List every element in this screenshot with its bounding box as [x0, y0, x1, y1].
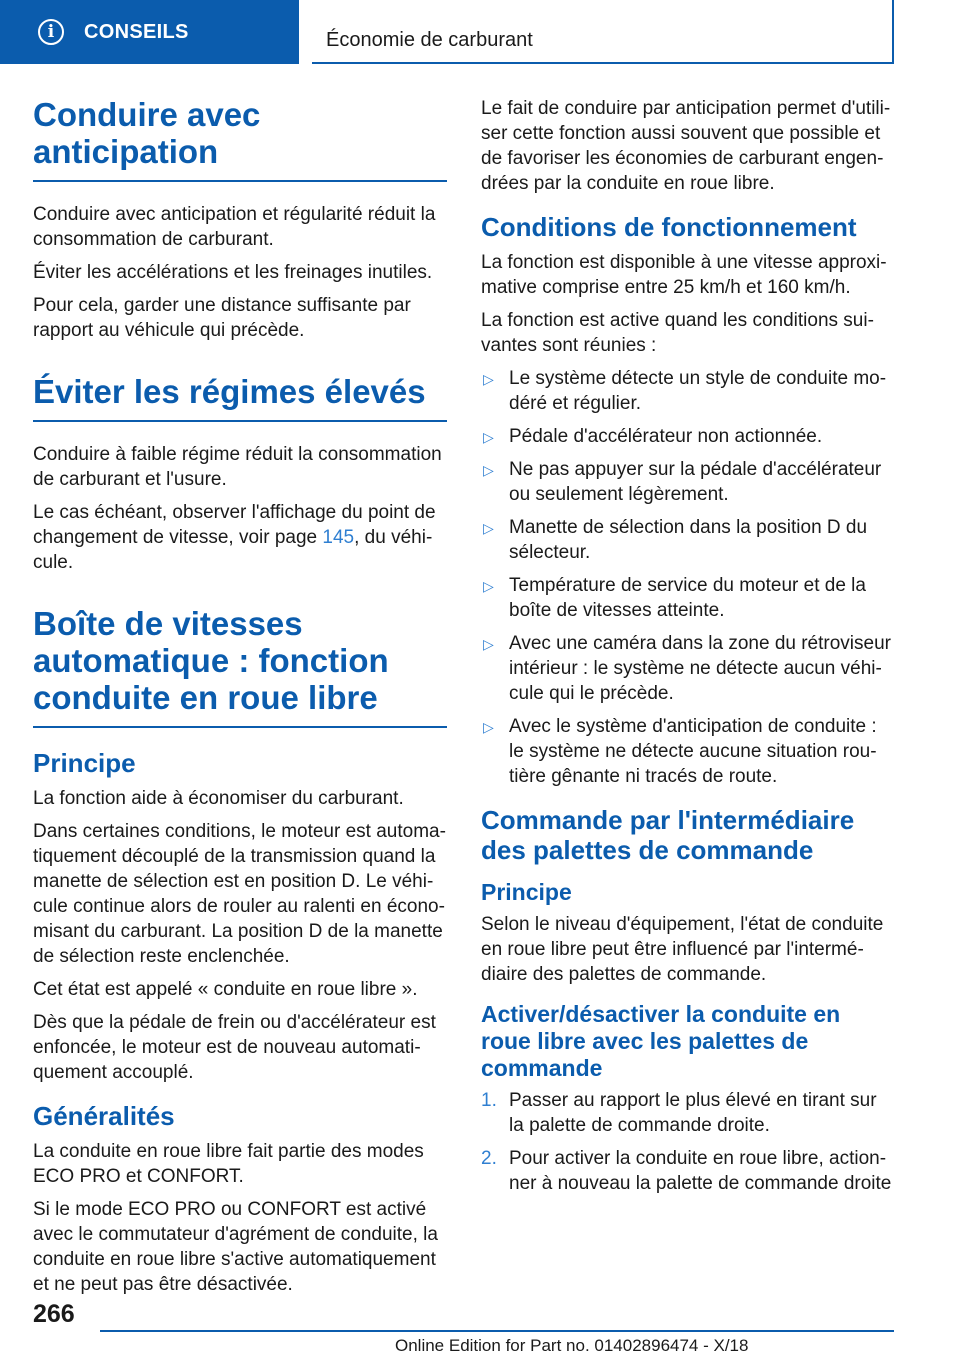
section-title-anticipation: Conduire avec anticipation: [33, 96, 447, 182]
step-number: 1.: [481, 1090, 497, 1111]
page-link[interactable]: 145: [322, 527, 355, 548]
step-number: 2.: [481, 1148, 497, 1169]
list-item-text: Pédale d'accélérateur non actionnée.: [509, 426, 823, 447]
triangle-bullet-icon: ▷: [483, 371, 494, 387]
paragraph: Dès que la pédale de frein ou d'accélérateur est enfoncée, le moteur est de nouveau automatiquement accouplé.: [33, 1012, 436, 1083]
paragraph: Conduire à faible régime réduit la consommation de carburant et l'usure.: [33, 444, 442, 490]
paragraph: Conduire avec anticipation et régularité réduit la consommation de carburant.: [33, 204, 436, 250]
footer-edition: Online Edition for Part no. 01402896474 - X/18: [395, 1336, 749, 1355]
step-item: [481, 1146, 895, 1196]
conditions-list: [481, 366, 895, 789]
triangle-bullet-icon: ▷: [483, 578, 494, 594]
list-item-text: Manette de sélection dans la position D du sélecteur.: [509, 517, 868, 563]
subsection-principe-commande: Principe: [481, 879, 572, 905]
paragraph: Si le mode ECO PRO ou CONFORT est activé avec le commutateur d'agrément de conduite, la conduite en roue libre s'active automatiquement et ne peut pas être désactivée.: [33, 1199, 438, 1295]
header-tab-conseils[interactable]: [0, 0, 299, 64]
section-title-boite: Boîte de vitesses automatique : fonction conduite en roue libre: [33, 605, 447, 728]
paragraph: Le fait de conduire par anticipation permet d'utiliser cette fonction aussi souvent que possible et de favoriser les économies de carburant engendrées par la conduite en roue libre.: [481, 98, 891, 194]
paragraph: Éviter les accélérations et les freinages inutiles.: [33, 262, 433, 283]
steps-list: [481, 1088, 895, 1196]
step-text: Pour activer la conduite en roue libre, actionner à nouveau la palette de commande droite: [509, 1148, 892, 1194]
footer-divider: [100, 1330, 894, 1332]
list-item: [481, 457, 895, 507]
list-item-text: Température de service du moteur et de la boîte de vitesses atteinte.: [509, 575, 866, 621]
triangle-bullet-icon: ▷: [483, 636, 494, 652]
list-item: [481, 515, 895, 565]
triangle-bullet-icon: ▷: [483, 462, 494, 478]
paragraph: La conduite en roue libre fait partie des modes ECO PRO et CONFORT.: [33, 1141, 424, 1187]
list-item: [481, 573, 895, 623]
paragraph: Pour cela, garder une distance suffisante par rapport au véhicule qui précède.: [33, 295, 411, 341]
left-column: [33, 96, 447, 1305]
subsection-conditions: Conditions de fonctionnement: [481, 212, 857, 242]
subsection-principe: Principe: [33, 748, 136, 778]
paragraph: Selon le niveau d'équipement, l'état de conduite en roue libre peut être influencé par l'intermédiaire des palettes de commande.: [481, 914, 884, 985]
paragraph: La fonction aide à économiser du carburant.: [33, 788, 404, 809]
list-item-text: Avec une caméra dans la zone du rétroviseur intérieur : le système ne détecte aucun véhicule qui le précède.: [509, 633, 891, 704]
right-column: [481, 96, 895, 1204]
tab-label: CONSEILS: [84, 20, 189, 43]
list-item: [481, 714, 895, 789]
text: Le cas échéant, observer l'affichage du point de changement de vitesse, voir page: [33, 502, 436, 548]
list-item-text: Ne pas appuyer sur la pédale d'accélérateur ou seulement légèrement.: [509, 459, 882, 505]
subsection-generalites: Généralités: [33, 1101, 175, 1131]
list-item-text: Avec le système d'anticipation de conduite : le système ne détecte aucune situation routière gênante ni tracés de route.: [509, 716, 877, 787]
text: , du véhicule.: [33, 527, 433, 573]
list-item-text: Le système détecte un style de conduite modéré et régulier.: [509, 368, 887, 414]
triangle-bullet-icon: ▷: [483, 719, 494, 735]
paragraph: Cet état est appelé « conduite en roue libre ».: [33, 979, 418, 1000]
chapter-title: Économie de carburant: [326, 29, 533, 51]
paragraph: La fonction est disponible à une vitesse approximative comprise entre 25 km/h et 160 km/h.: [481, 252, 887, 298]
step-text: Passer au rapport le plus élevé en tirant sur la palette de commande droite.: [509, 1090, 877, 1136]
subsection-activer: Activer/désactiver la conduite en roue libre avec les palettes de commande: [481, 1001, 841, 1081]
paragraph-page-ref: [33, 500, 447, 575]
list-item: [481, 424, 895, 449]
section-title-regimes: Éviter les régimes élevés: [33, 373, 447, 422]
subsection-commande: Commande par l'intermédiaire des palettes de commande: [481, 805, 855, 865]
paragraph: La fonction est active quand les conditions suivantes sont réunies :: [481, 310, 874, 356]
list-item: [481, 631, 895, 706]
step-item: [481, 1088, 895, 1138]
page-number: 266: [33, 1300, 75, 1328]
paragraph: Dans certaines conditions, le moteur est automatiquement découplé de la transmission quand la manette de sélection est en position D. Le véhicule continue alors de rouler au ralenti en économisant du carburant. La position D de la manette de sélection reste enclenchée.: [33, 821, 446, 967]
triangle-bullet-icon: ▷: [483, 520, 494, 536]
header-title-box: [312, 0, 894, 64]
info-circle-icon: i: [38, 19, 64, 45]
list-item: [481, 366, 895, 416]
triangle-bullet-icon: ▷: [483, 429, 494, 445]
